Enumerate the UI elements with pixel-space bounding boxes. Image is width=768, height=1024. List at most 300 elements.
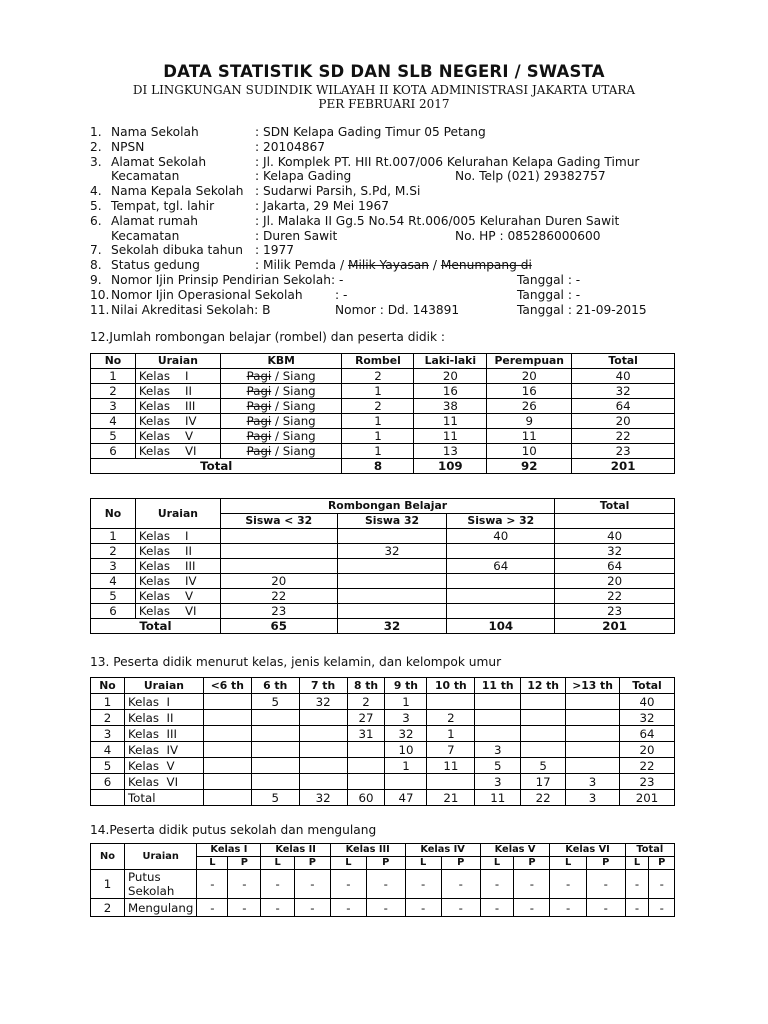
table-cell: - (514, 899, 550, 917)
table-cell: 3 (475, 774, 521, 790)
kelas-label: Kelas VI (135, 444, 220, 459)
table-cell (566, 726, 620, 742)
table-cell: - (294, 899, 330, 917)
uraian-label: Putus Sekolah (125, 870, 197, 899)
info-value: : 1977 (255, 243, 294, 258)
table-cell (566, 742, 620, 758)
kbm-pagi-struck: Pagi (246, 414, 272, 428)
table-cell: 1 (342, 444, 414, 459)
row-number: 4 (91, 742, 125, 758)
table-cell: - (261, 899, 295, 917)
kbm-cell (220, 399, 342, 414)
total-cell: 60 (347, 790, 385, 806)
table-cell: 1 (342, 384, 414, 399)
info-number: 10. (90, 287, 110, 302)
kelas-label: Kelas I (135, 369, 220, 384)
table-cell: 2 (342, 369, 414, 384)
table-cell (203, 758, 251, 774)
header-cell: Rombel (342, 354, 414, 369)
total-cell: 201 (620, 790, 675, 806)
kbm-siang: / Siang (271, 444, 316, 458)
info-label: NPSN (111, 139, 145, 154)
header-cell: Perempuan (487, 354, 572, 369)
info-label: Nama Sekolah (111, 125, 199, 139)
info-value: : Jakarta, 29 Mei 1967 (255, 198, 390, 213)
table-cell: 20 (620, 742, 675, 758)
header-cell: 9 th (385, 678, 427, 694)
status-separator: / (429, 258, 441, 273)
table-cell: - (586, 899, 625, 917)
kbm-cell (220, 444, 342, 459)
info-value: : Jl. Malaka II Gg.5 No.54 Rt.006/005 Kelurahan Duren Sawit (255, 213, 620, 228)
table-cell: 3 (566, 774, 620, 790)
table-cell: 26 (487, 399, 572, 414)
kelas-label: Kelas III (124, 726, 203, 742)
header-cell: Uraian (125, 844, 197, 870)
table-cell: - (330, 899, 366, 917)
table-cell: - (550, 899, 586, 917)
table-cell: 11 (414, 429, 487, 444)
header-cell: L (330, 857, 366, 870)
table-row (91, 574, 675, 589)
row-number: 1 (91, 529, 136, 544)
table-cell: 32 (620, 710, 675, 726)
table-cell: 22 (220, 589, 337, 604)
kelas-label: Kelas IV (124, 742, 203, 758)
section-12-caption: 12.Jumlah rombongan belajar (rombel) dan peserta didik : (90, 330, 446, 344)
table-cell (447, 574, 555, 589)
row-number: 5 (91, 758, 125, 774)
total-label: Total (124, 790, 203, 806)
header-cell: Uraian (124, 678, 203, 694)
table-cell: - (441, 899, 480, 917)
kbm-pagi-struck: Pagi (246, 384, 272, 398)
header-cell: Siswa 32 (337, 514, 447, 529)
total-cell: 8 (342, 459, 414, 474)
row-number: 1 (91, 369, 136, 384)
table-cell: - (228, 899, 261, 917)
table-cell (203, 726, 251, 742)
table-row (91, 529, 675, 544)
document-subtitle: DI LINGKUNGAN SUDINDIK WILAYAH II KOTA ADMINISTRASI JAKARTA UTARA (132, 83, 636, 97)
info-phone: No. Telp (021) 29382757 (455, 169, 606, 184)
table-cell (251, 710, 299, 726)
kelas-label: Kelas IV (135, 414, 220, 429)
table-row (91, 604, 675, 619)
table-cell: 5 (251, 694, 299, 710)
table-cell: 11 (427, 758, 475, 774)
table-row (91, 399, 675, 414)
info-value: : Kelapa Gading (255, 169, 352, 184)
kbm-cell (220, 414, 342, 429)
header-cell: L (197, 857, 228, 870)
table-cell: 2 (427, 710, 475, 726)
table-cell: - (480, 870, 514, 899)
header-cell: Total (625, 844, 674, 857)
kbm-pagi-struck: Pagi (246, 399, 272, 413)
header-cell: No (91, 844, 125, 870)
kbm-siang: / Siang (271, 414, 316, 428)
table-cell: 1 (385, 694, 427, 710)
table-cell: 23 (572, 444, 675, 459)
header-cell: P (441, 857, 480, 870)
kbm-pagi-struck: Pagi (246, 369, 272, 383)
info-number: 11. (90, 302, 110, 317)
header-cell: Siswa < 32 (220, 514, 337, 529)
table-cell (337, 574, 447, 589)
header-cell: 11 th (475, 678, 521, 694)
total-cell: 22 (521, 790, 566, 806)
row-number: 5 (91, 589, 136, 604)
info-label: Nomor Ijin Prinsip Pendirian Sekolah: - (111, 272, 344, 287)
kbm-cell (220, 429, 342, 444)
info-label: Nomor Ijin Operasional Sekolah (111, 287, 303, 302)
info-label: Alamat Sekolah (111, 154, 207, 169)
info-value: : Duren Sawit (255, 228, 338, 243)
table-cell: 10 (487, 444, 572, 459)
table-cell (521, 726, 566, 742)
table-cell: - (405, 899, 441, 917)
info-value: : 20104867 (255, 139, 326, 154)
info-label: Kecamatan (111, 169, 180, 184)
table-cell: 32 (299, 694, 347, 710)
table-cell (251, 774, 299, 790)
kelas-label: Kelas V (124, 758, 203, 774)
table-cell: 20 (220, 574, 337, 589)
table-cell (347, 774, 385, 790)
table-cell: 23 (620, 774, 675, 790)
table-cell: 38 (414, 399, 487, 414)
table-cell (220, 529, 337, 544)
table-row (91, 774, 675, 790)
table-cell: 7 (427, 742, 475, 758)
info-label: Kecamatan (111, 228, 180, 243)
kelas-label: Kelas IV (135, 574, 220, 589)
table-cell: 20 (414, 369, 487, 384)
table-cell: 3 (385, 710, 427, 726)
kelas-label: Kelas V (135, 589, 220, 604)
table-cell (251, 726, 299, 742)
table-cell (251, 742, 299, 758)
table-cell: - (550, 870, 586, 899)
info-number: 3. (90, 154, 102, 169)
table-cell (337, 604, 447, 619)
kbm-cell (220, 384, 342, 399)
table-row (91, 429, 675, 444)
header-cell: P (586, 857, 625, 870)
table-cell (251, 758, 299, 774)
info-number: 8. (90, 258, 102, 273)
header-cell: 6 th (251, 678, 299, 694)
row-number: 1 (91, 870, 125, 899)
table-cell: 11 (414, 414, 487, 429)
info-label: Nama Kepala Sekolah (111, 184, 244, 199)
table-cell: 64 (447, 559, 555, 574)
table-cell: 22 (572, 429, 675, 444)
table-cell (566, 694, 620, 710)
table-cell: 40 (572, 369, 675, 384)
table-cell: 2 (347, 694, 385, 710)
info-number: 4. (90, 184, 102, 199)
table-cell: - (330, 870, 366, 899)
table-cell: - (366, 899, 405, 917)
row-number: 2 (91, 544, 136, 559)
header-cell: 10 th (427, 678, 475, 694)
table-cell (203, 710, 251, 726)
header-cell: Total (620, 678, 675, 694)
table-cell: - (366, 870, 405, 899)
table-cell: 3 (475, 742, 521, 758)
header-cell: Total (572, 354, 675, 369)
total-cell: 104 (447, 619, 555, 634)
total-label: Total (91, 619, 221, 634)
kelas-label: Kelas VI (124, 774, 203, 790)
header-cell: P (228, 857, 261, 870)
uraian-label: Mengulang (125, 899, 197, 917)
info-value (255, 258, 532, 273)
table-cell (566, 758, 620, 774)
table-cell: 20 (572, 414, 675, 429)
table-cell: - (261, 870, 295, 899)
table-cell: 40 (620, 694, 675, 710)
table-cell: 22 (620, 758, 675, 774)
kbm-siang: / Siang (271, 384, 316, 398)
kelas-label: Kelas I (135, 529, 220, 544)
table-cell: 17 (521, 774, 566, 790)
header-cell: Rombongan Belajar (220, 499, 554, 514)
status-menumpang-struck: Menumpang di (440, 258, 532, 273)
info-number: 5. (90, 198, 102, 213)
table-cell: - (480, 899, 514, 917)
table-cell (337, 559, 447, 574)
row-number: 6 (91, 774, 125, 790)
total-cell: 32 (299, 790, 347, 806)
table-cell (447, 604, 555, 619)
table-cell (447, 589, 555, 604)
kelas-label: Kelas I (124, 694, 203, 710)
table-cell (475, 694, 521, 710)
section-13-caption: 13. Peserta didik menurut kelas, jenis kelamin, dan kelompok umur (90, 655, 502, 669)
header-cell: Siswa > 32 (447, 514, 555, 529)
table-cell: 22 (555, 589, 675, 604)
info-number: 2. (90, 139, 102, 154)
row-number: 4 (91, 574, 136, 589)
header-cell: No (91, 499, 136, 529)
table-cell (427, 774, 475, 790)
info-value: : Jl. Komplek PT. HII Rt.007/006 Kelurahan Kelapa Gading Timur (255, 154, 640, 169)
table-header-row (91, 354, 675, 369)
table-cell: 16 (414, 384, 487, 399)
document-title: DATA STATISTIK SD DAN SLB NEGERI / SWASTA (163, 62, 605, 81)
row-number: 3 (91, 726, 125, 742)
table-cell: 40 (447, 529, 555, 544)
table-cell (203, 742, 251, 758)
info-value: Nomor : Dd. 143891 (335, 302, 460, 317)
info-number: 7. (90, 243, 102, 258)
total-row (91, 790, 675, 806)
info-label: Nilai Akreditasi Sekolah: B (111, 302, 271, 317)
header-cell: Laki-laki (414, 354, 487, 369)
info-label: Alamat rumah (111, 213, 198, 228)
table-row (91, 369, 675, 384)
table-header-row (91, 678, 675, 694)
table-row (91, 444, 675, 459)
header-cell: P (294, 857, 330, 870)
table-cell (447, 544, 555, 559)
table-cell: 16 (487, 384, 572, 399)
table-cell: - (625, 870, 649, 899)
row-number: 2 (91, 710, 125, 726)
info-date: Tanggal : 21-09-2015 (517, 302, 647, 317)
header-cell: 12 th (521, 678, 566, 694)
header-cell: Kelas I (197, 844, 261, 857)
header-cell: Kelas IV (405, 844, 480, 857)
table-cell (220, 559, 337, 574)
table-cell: 32 (555, 544, 675, 559)
table-header-row (91, 499, 675, 514)
total-cell: 201 (572, 459, 675, 474)
header-cell: Total (555, 499, 675, 514)
table-row (91, 559, 675, 574)
info-label: Tempat, tgl. lahir (111, 198, 215, 213)
kelas-label: Kelas V (135, 429, 220, 444)
header-cell: L (480, 857, 514, 870)
kbm-pagi-struck: Pagi (246, 444, 272, 458)
header-cell: L (405, 857, 441, 870)
row-number: 2 (91, 384, 136, 399)
total-cell: 109 (414, 459, 487, 474)
table-cell: - (197, 870, 228, 899)
table-cell: 9 (487, 414, 572, 429)
header-cell: Kelas III (330, 844, 405, 857)
table-cell: 27 (347, 710, 385, 726)
table-cell: 2 (342, 399, 414, 414)
header-cell: Uraian (135, 499, 220, 529)
table-cell: 1 (385, 758, 427, 774)
table-cell: 1 (342, 429, 414, 444)
row-number: 5 (91, 429, 136, 444)
table-cell (427, 694, 475, 710)
kbm-siang: / Siang (271, 429, 316, 443)
kelas-label: Kelas II (135, 384, 220, 399)
table-cell: 5 (521, 758, 566, 774)
table-row (91, 384, 675, 399)
table-row (91, 694, 675, 710)
table-cell: 20 (487, 369, 572, 384)
info-date: Tanggal : - (517, 287, 581, 302)
table-cell: 31 (347, 726, 385, 742)
info-label: Status gedung (111, 258, 200, 273)
table-cell (521, 710, 566, 726)
kbm-siang: / Siang (271, 369, 316, 383)
table-cell: 32 (337, 544, 447, 559)
table-cell: 64 (555, 559, 675, 574)
info-label: Sekolah dibuka tahun (111, 243, 243, 258)
info-number: 6. (90, 213, 102, 228)
kbm-cell (220, 369, 342, 384)
total-cell: 3 (566, 790, 620, 806)
status-pemda: : Milik Pemda / (255, 258, 348, 273)
umur-table (90, 677, 675, 806)
table-cell: 32 (572, 384, 675, 399)
row-number: 3 (91, 559, 136, 574)
table-row (91, 742, 675, 758)
total-row (91, 459, 675, 474)
table-cell: 11 (487, 429, 572, 444)
header-cell: KBM (220, 354, 342, 369)
header-cell: Kelas II (261, 844, 330, 857)
table-row (91, 899, 675, 917)
header-cell: 7 th (299, 678, 347, 694)
table-cell: 23 (555, 604, 675, 619)
header-cell (555, 514, 675, 529)
document-period: PER FEBRUARI 2017 (318, 97, 450, 111)
table-cell (337, 589, 447, 604)
table-cell (203, 694, 251, 710)
header-cell: Uraian (135, 354, 220, 369)
header-cell: L (261, 857, 295, 870)
table-cell: 10 (385, 742, 427, 758)
status-yayasan-struck: Milik Yayasan (347, 258, 429, 273)
rombel-table (90, 353, 675, 474)
table-header-row (91, 844, 675, 857)
table-cell (347, 742, 385, 758)
table-cell: 1 (427, 726, 475, 742)
table-cell (299, 742, 347, 758)
header-cell: No (91, 678, 125, 694)
info-date: Tanggal : - (517, 272, 581, 287)
total-cell (203, 790, 251, 806)
total-label: Total (91, 459, 342, 474)
header-cell: 8 th (347, 678, 385, 694)
header-cell: No (91, 354, 136, 369)
row-number: 3 (91, 399, 136, 414)
table-cell (299, 774, 347, 790)
header-cell: P (649, 857, 675, 870)
table-row (91, 726, 675, 742)
table-cell: - (649, 899, 675, 917)
info-value: : - (335, 287, 348, 302)
info-phone: No. HP : 085286000600 (455, 228, 601, 243)
table-cell (475, 726, 521, 742)
info-number: 9. (90, 272, 102, 287)
table-cell (299, 710, 347, 726)
table-row (91, 589, 675, 604)
table-cell (299, 726, 347, 742)
row-number: 6 (91, 444, 136, 459)
info-value: : Sudarwi Parsih, S.Pd, M.Si (255, 184, 421, 199)
header-cell: <6 th (203, 678, 251, 694)
row-number: 1 (91, 694, 125, 710)
info-value: : SDN Kelapa Gading Timur 05 Petang (255, 125, 486, 139)
table-cell (521, 742, 566, 758)
table-row (91, 710, 675, 726)
kbm-siang: / Siang (271, 399, 316, 413)
kelas-label: Kelas II (124, 710, 203, 726)
header-cell: >13 th (566, 678, 620, 694)
total-cell: 47 (385, 790, 427, 806)
table-row (91, 870, 675, 899)
table-cell (299, 758, 347, 774)
total-cell: 21 (427, 790, 475, 806)
table-cell: - (228, 870, 261, 899)
table-cell (475, 710, 521, 726)
total-cell: 92 (487, 459, 572, 474)
row-number (91, 790, 125, 806)
row-number: 4 (91, 414, 136, 429)
table-cell (337, 529, 447, 544)
table-cell: 32 (385, 726, 427, 742)
